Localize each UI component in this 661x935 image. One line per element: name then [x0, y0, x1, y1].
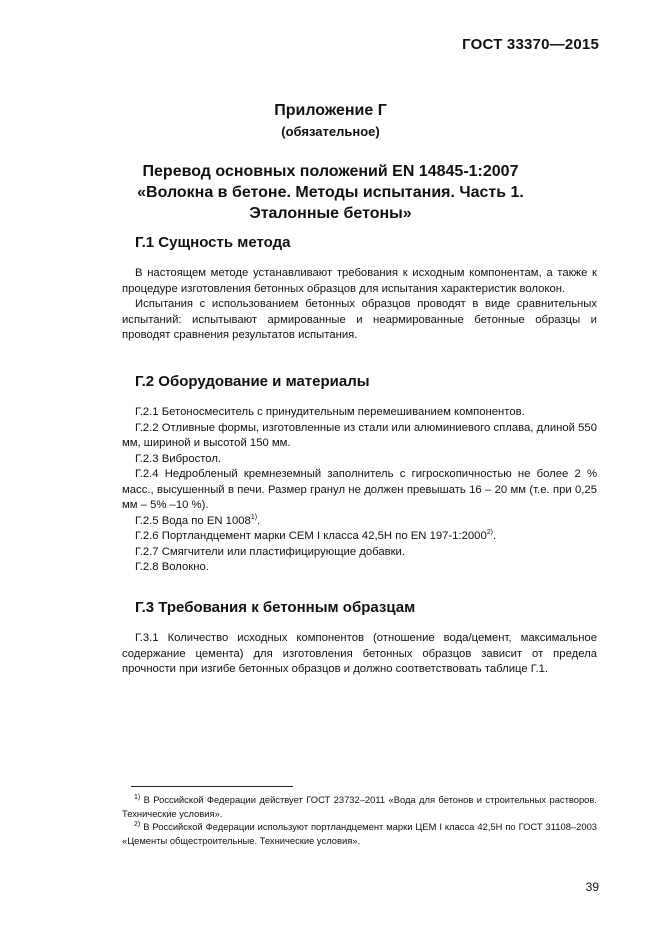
paragraph: Испытания с использованием бетонных образцов проводят в виде сравнительных испытаний: испытывают армированные и неармированные бетонные образцы и проводят сравнения результатов испытания.	[122, 298, 597, 341]
footnotes	[122, 793, 597, 847]
appendix-title: Приложение Г	[274, 102, 387, 119]
section-heading: Г.1 Сущность метода	[135, 234, 291, 251]
footnote	[122, 820, 597, 847]
footnote	[122, 793, 597, 820]
paragraph: В настоящем методе устанавливают требования к исходным компонентам, а также к процедуре изготовления бетонных образцов для испытания характеристик волокон.	[122, 267, 597, 295]
page-number: 39	[585, 880, 599, 894]
paragraph	[122, 514, 597, 530]
paragraph-text: Г.2.5 Вода по EN 1008	[135, 514, 251, 527]
paragraph-text: Г.2.6 Портландцемент марки CEM I класса 42,5H по EN 197-1:2000	[135, 530, 487, 542]
section-heading: Г.3 Требования к бетонным образцам	[135, 599, 416, 616]
paragraph: Г.2.8 Волокно.	[135, 561, 209, 573]
footnote-ref: 2)	[486, 529, 493, 537]
period: .	[492, 530, 497, 542]
document-title-line: «Волокна в бетоне. Методы испытания. Часть 1.	[137, 184, 524, 201]
footnote-mark: 2)	[134, 820, 141, 828]
section-heading: Г.2 Оборудование и материалы	[135, 373, 370, 390]
paragraph: Г.2.2 Отливные формы, изготовленные из стали или алюминиевого сплава, длиной 550 мм, шириной и высотой 150 мм.	[122, 421, 597, 449]
footnote-text: В Российской Федерации действует ГОСТ 23732–2011 «Вода для бетонов и строительных растворов. Технические условия».	[122, 794, 597, 819]
paragraph: Г.2.7 Смягчители или пластифицирующие добавки.	[135, 545, 405, 558]
section-body	[122, 631, 597, 678]
document-title-line: Эталонные бетоны»	[249, 205, 412, 222]
document-title-line: Перевод основных положений EN 14845-1:2007	[142, 163, 519, 180]
period: .	[257, 514, 261, 527]
section-body	[122, 266, 597, 344]
paragraph: Г.2.3 Вибростол.	[135, 452, 222, 465]
footnote-text: В Российской Федерации используют портландцемент марки ЦЕМ I класса 42,5Н по ГОСТ 31108–2003 «Цементы общестроительные. Технические условия».	[122, 821, 597, 846]
paragraph: Г.3.1 Количество исходных компонентов (отношение вода/цемент, максимальное содержание цемента) для изготовления бетонных образцов зависит от предела прочности при изгибе бетонных образцов и должно соответствовать таблице Г.1.	[122, 632, 597, 675]
section-body	[122, 405, 597, 576]
document-code-header: ГОСТ 33370—2015	[462, 36, 599, 53]
footnote-mark: 1)	[134, 793, 141, 801]
footnote-ref: 1)	[250, 513, 258, 521]
paragraph: Г.2.4 Недробленый кремнеземный заполнитель с гигроскопичностью не более 2 % масс., высушенный в печи. Размер гранул не должен превышать 16 – 20 мм (т.е. при 0,25 мм – 5% –10 %).	[122, 468, 597, 511]
paragraph	[122, 529, 597, 545]
document-title	[0, 161, 661, 224]
footnote-divider	[131, 786, 293, 787]
paragraph: Г.2.1 Бетоносмеситель с принудительным перемешиванием компонентов.	[135, 406, 525, 418]
appendix-subtitle: (обязательное)	[281, 124, 380, 139]
